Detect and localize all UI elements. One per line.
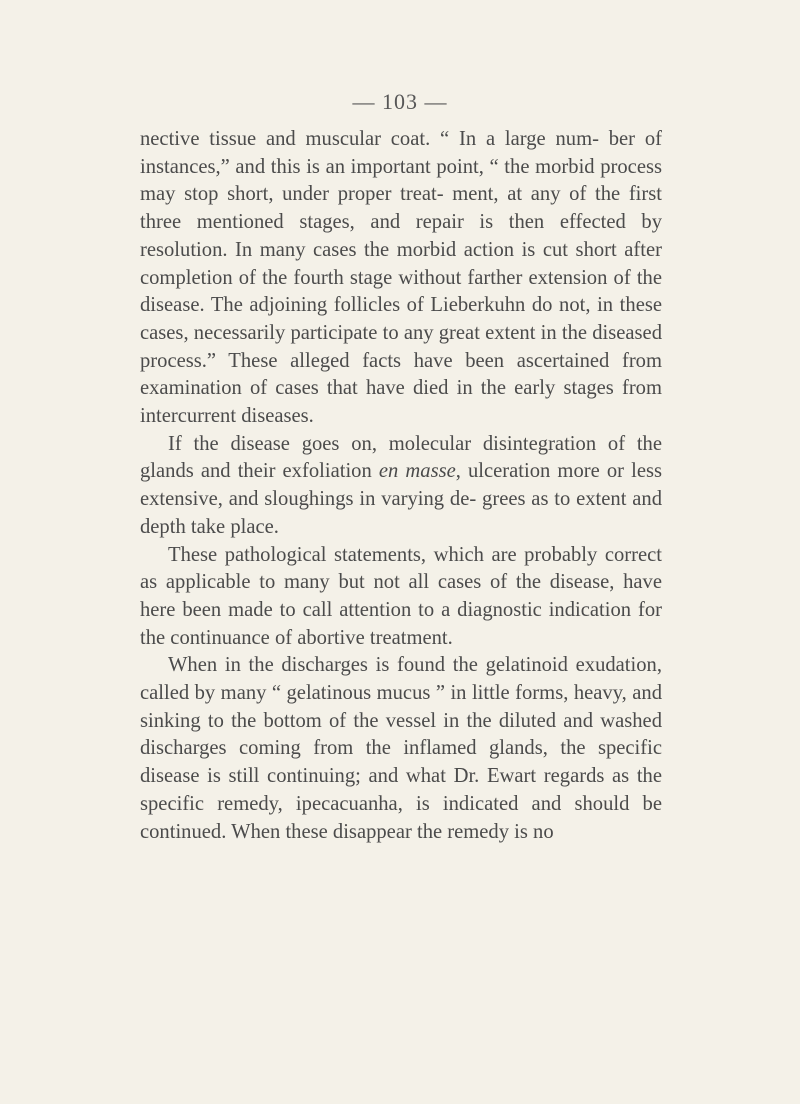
page-number: — 103 — [352, 89, 448, 114]
paragraph-continuation: nective tissue and muscular coat. “ In a large num- ber of instances,” and this is an important point, “ the morbid process may stop short, under proper treat- ment, at any of the first three mentioned stages, and repair is then effected by resolution. In many cases the morbid action is cut short after completion of the fourth stage without farther extension of the disease. The adjoining follicles of Lieberkuhn do not, in these cases, necessarily participate to any great extent in the diseased process.” These alleged facts have been ascertained from examination of cases that have died in the early stages from intercurrent diseases. [140, 128, 662, 428]
paragraph-text-end: , ulceration more or less extensive, and sloughings in varying de- grees as to extent and depth take place. [140, 460, 662, 538]
italic-phrase: en masse [378, 460, 456, 483]
paragraph-pathological-statements: These pathological statements, which are probably correct as applicable to many but not all cases of the disease, have here been made to call attention to a diagnostic indication for the continuance of abortive treatment. [140, 543, 662, 649]
paragraph-discharges: When in the discharges is found the gelatinoid exudation, called by many “ gelatinous mucus ” in little forms, heavy, and sinking to the bottom of the vessel in the diluted and washed discharges coming from the inflamed glands, the specific disease is still continuing; and what Dr. Ewart regards as the specific remedy, ipecacuanha, is indicated and should be continued. When these disappear the remedy is no [140, 654, 662, 843]
body-text [140, 126, 662, 846]
paragraph-disintegration [140, 431, 662, 542]
paragraph-text-start: If the disease goes on, molecular disintegration of the glands and their exfoliation [140, 432, 662, 483]
